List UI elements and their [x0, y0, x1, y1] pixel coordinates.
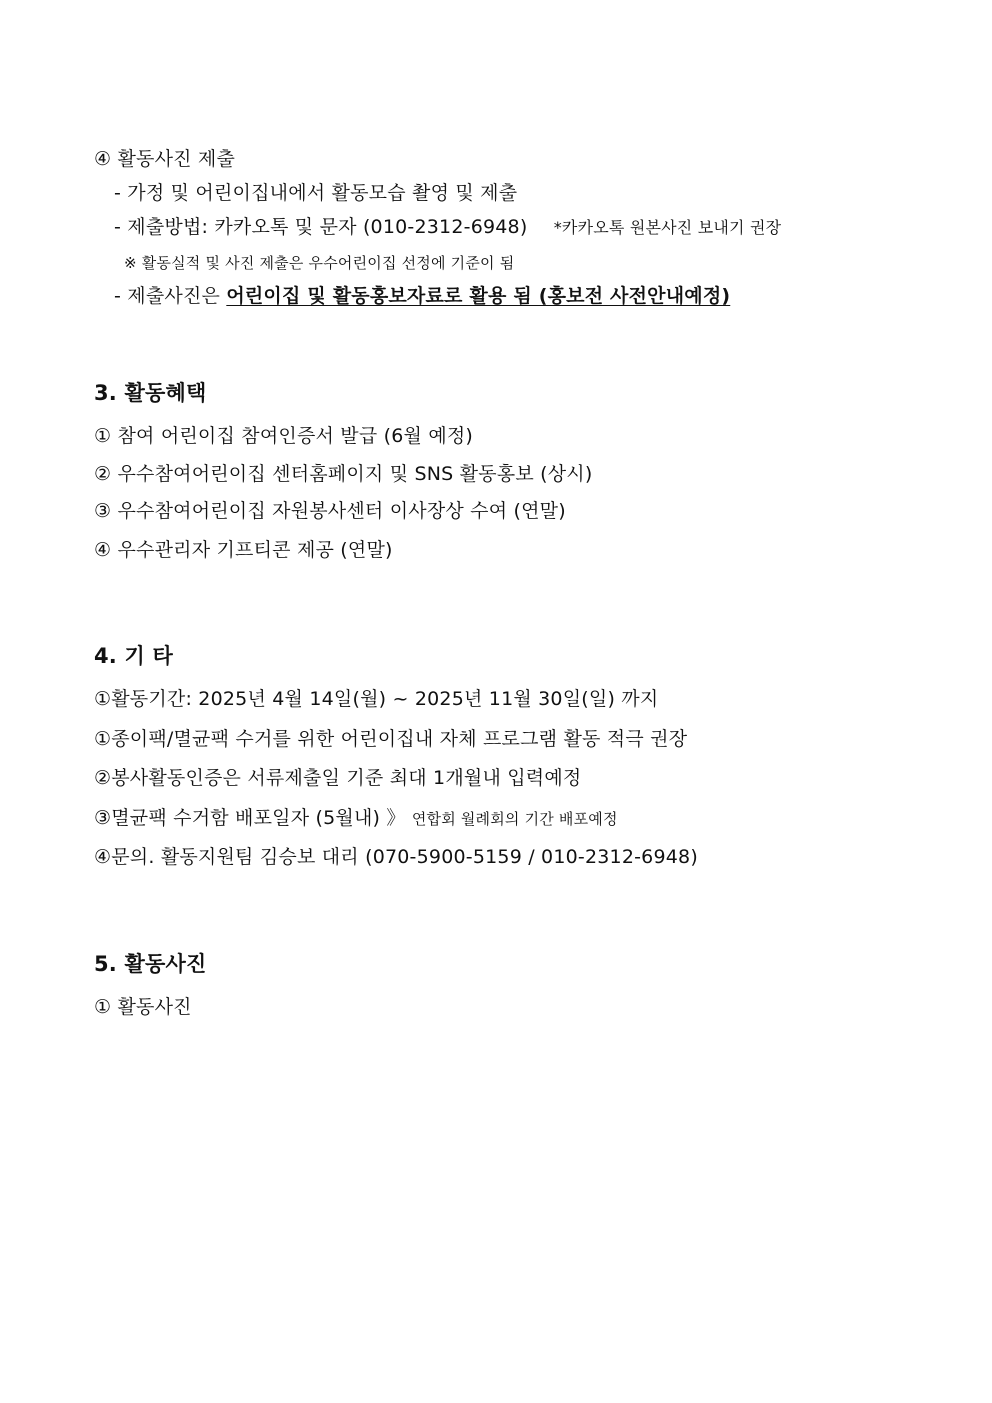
benefit-item: ④ 우수관리자 기프티콘 제공 (연말): [94, 539, 393, 561]
photo-submit-bullet-3: [114, 283, 730, 309]
distribution-date: ③멸균팩 수거함 배포일자 (5월내) 》: [94, 807, 406, 829]
section-5-heading: 5. 활동사진: [94, 952, 207, 976]
photo-submit-usage-prefix: - 제출사진은: [114, 285, 227, 307]
benefit-item: ③ 우수참여어린이집 자원봉사센터 이사장상 수여 (연말): [94, 500, 566, 522]
etc-item: [94, 805, 618, 832]
etc-item: ①종이팩/멸균팩 수거를 위한 어린이집내 자체 프로그램 활동 적극 권장: [94, 728, 688, 750]
photo-submit-note: ※ 활동실적 및 사진 제출은 우수어린이집 선정에 기준이 됨: [124, 254, 515, 272]
etc-item: ①활동기간: 2025년 4월 14일(월) ~ 2025년 11월 30일(일) 까지: [94, 688, 659, 710]
benefit-item: ① 참여 어린이집 참여인증서 발급 (6월 예정): [94, 425, 474, 447]
photo-submit-method: - 제출방법: 카카오톡 및 문자 (010-2312-6948): [114, 216, 528, 238]
etc-item-contact: ④문의. 활동지원팀 김승보 대리 (070-5900-5159 / 010-2312-6948): [94, 846, 698, 868]
photo-submit-usage-emphasis: 어린이집 및 활동홍보자료로 활용 됨 (홍보전 사전안내예정): [226, 285, 731, 307]
benefit-item: ② 우수참여어린이집 센터홈페이지 및 SNS 활동홍보 (상시): [94, 463, 593, 485]
distribution-note: 연합회 월례회의 기간 배포예정: [411, 810, 618, 828]
photo-submit-bullet-1: - 가정 및 어린이집내에서 활동모습 촬영 및 제출: [114, 182, 518, 204]
etc-item: ②봉사활동인증은 서류제출일 기준 최대 1개월내 입력예정: [94, 767, 582, 789]
photo-item: ① 활동사진: [94, 996, 192, 1018]
section-4-heading: 4. 기 타: [94, 644, 173, 668]
photo-submit-method-note: *카카오톡 원본사진 보내기 권장: [553, 218, 782, 237]
photo-submit-bullet-2: [114, 214, 781, 241]
section-3-heading: 3. 활동혜택: [94, 381, 207, 405]
photo-submit-title: ④ 활동사진 제출: [94, 148, 236, 170]
